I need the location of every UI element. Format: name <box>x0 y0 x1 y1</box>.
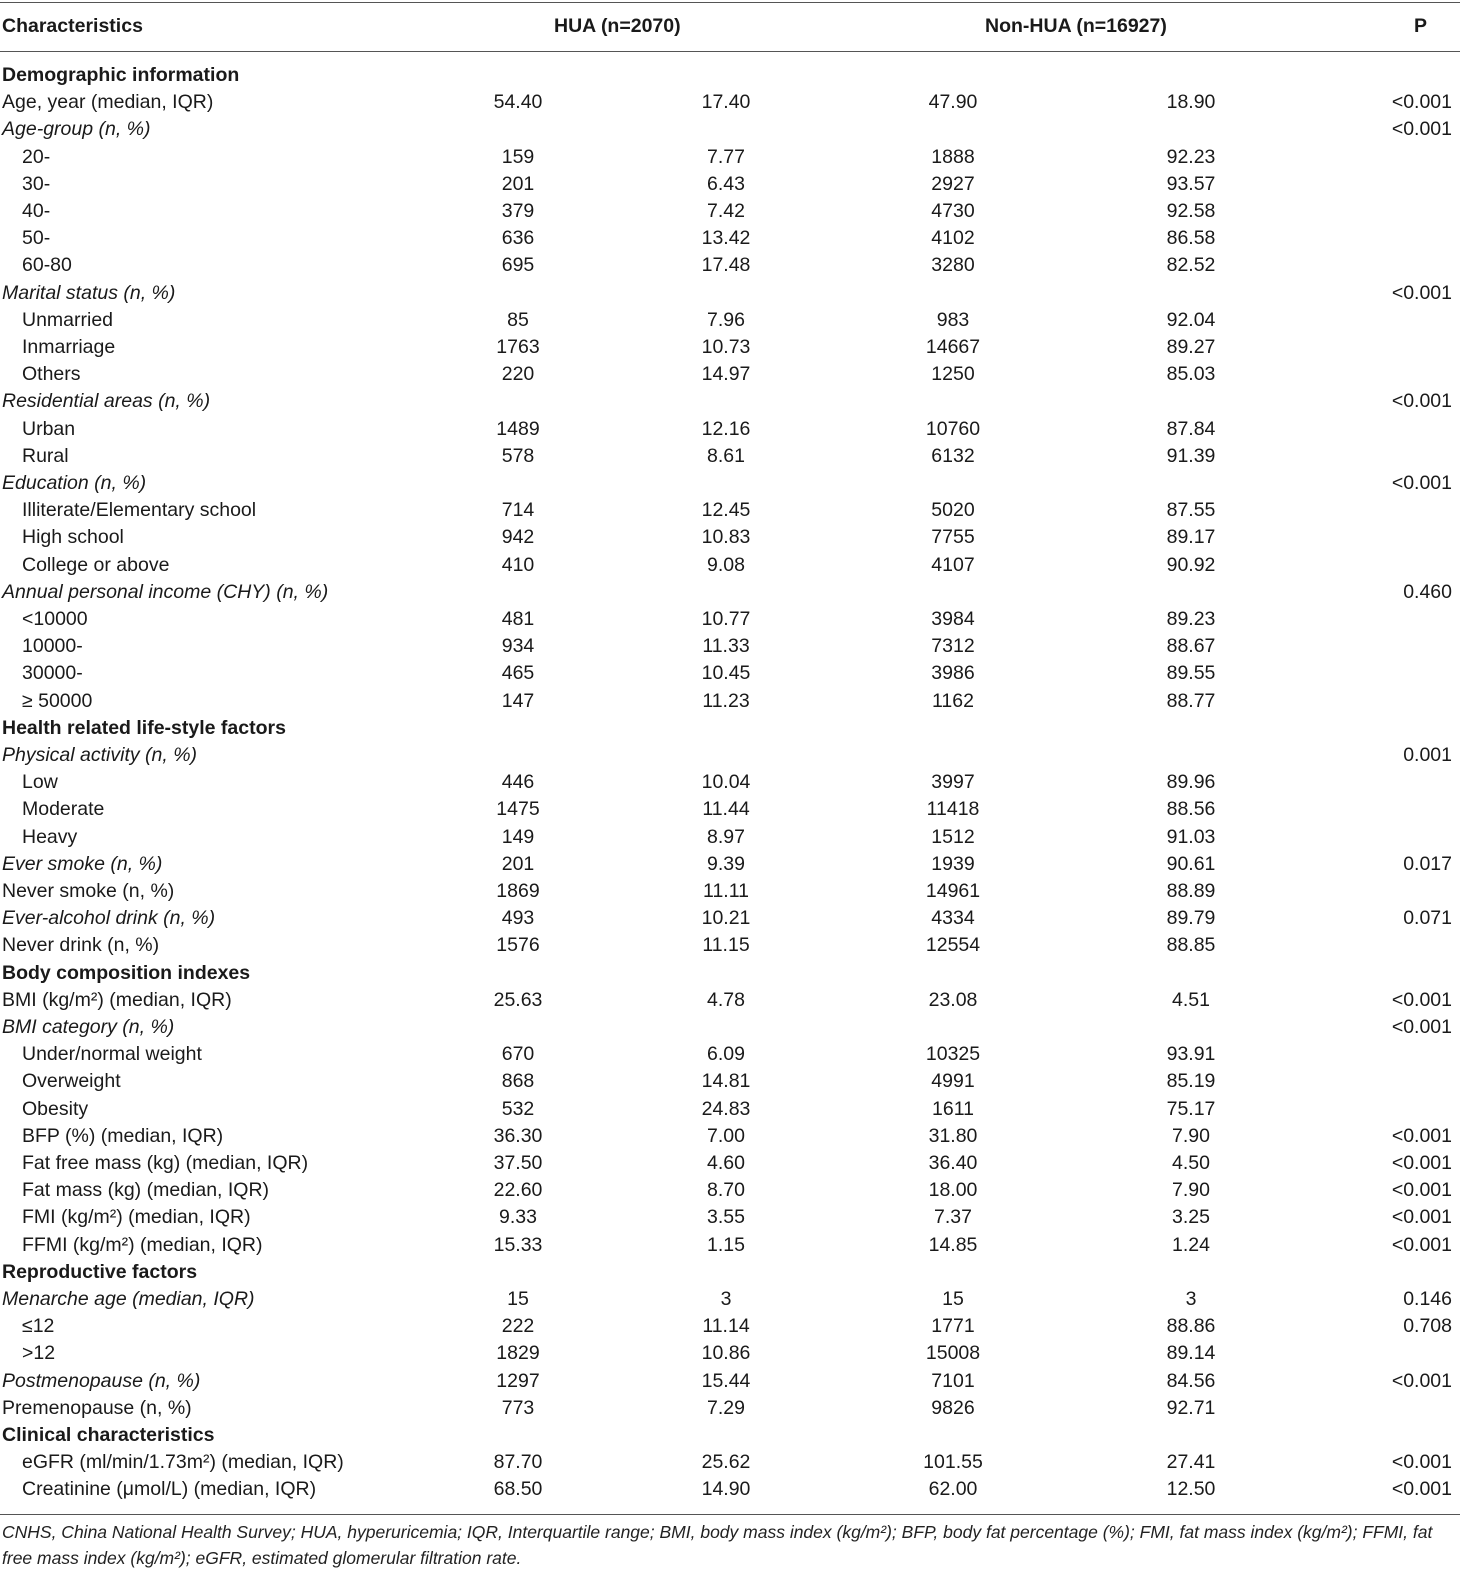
cell-hua-pct: 24.83 <box>701 1097 751 1120</box>
cell-nonhua-pct: 87.84 <box>1166 417 1216 440</box>
cell-nonhua-n: 14.85 <box>928 1233 978 1256</box>
cell-hua-n: 201 <box>501 172 535 195</box>
cell-hua-pct: 4.60 <box>707 1152 745 1174</box>
table-row <box>0 769 1460 796</box>
cell-nonhua-n: 9826 <box>931 1396 975 1419</box>
table-row <box>0 606 1460 633</box>
cell-hua-n: 493 <box>501 907 535 930</box>
cell-nonhua-pct: 89.27 <box>1166 336 1216 358</box>
table-row <box>0 1041 1460 1068</box>
row-label: Overweight <box>22 1070 121 1093</box>
row-label: Menarche age (median, IQR) <box>2 1288 255 1310</box>
cell-nonhua-pct: 92.04 <box>1166 308 1216 331</box>
cell-hua-n: 1869 <box>496 880 540 902</box>
cell-hua-pct: 14.90 <box>701 1478 751 1501</box>
cell-nonhua-pct: 89.96 <box>1166 771 1216 794</box>
cell-nonhua-n: 3986 <box>931 662 975 685</box>
header-nonhua: Non-HUA (n=16927) <box>985 15 1167 37</box>
row-label: Body composition indexes <box>2 961 251 984</box>
cell-hua-pct: 9.39 <box>707 852 745 875</box>
cell-hua-n: 379 <box>501 200 535 222</box>
cell-hua-pct: 8.97 <box>707 825 745 848</box>
cell-hua-pct: 11.14 <box>702 1315 750 1338</box>
cell-nonhua-n: 4102 <box>931 227 975 250</box>
cell-nonhua-pct: 88.77 <box>1166 689 1216 712</box>
cell-hua-pct: 14.97 <box>701 363 751 386</box>
row-label: 10000- <box>22 635 83 658</box>
row-label: Reproductive factors <box>2 1260 198 1283</box>
cell-nonhua-pct: 18.90 <box>1166 91 1216 114</box>
cell-hua-n: 68.50 <box>493 1478 543 1501</box>
table-row <box>0 824 1460 851</box>
cell-hua-pct: 6.43 <box>707 172 745 195</box>
row-label: Ever smoke (n, %) <box>2 852 163 875</box>
cell-nonhua-pct: 93.91 <box>1166 1043 1216 1066</box>
cell-nonhua-n: 11418 <box>926 798 980 821</box>
row-label: Heavy <box>22 825 78 848</box>
row-label: ≥ 50000 <box>22 689 93 712</box>
cell-hua-n: 1576 <box>496 934 540 957</box>
cell-hua-pct: 11.23 <box>702 689 750 712</box>
row-label: Never smoke (n, %) <box>2 880 175 902</box>
table-row <box>0 660 1460 687</box>
cell-hua-pct: 4.78 <box>707 988 745 1011</box>
cell-nonhua-pct: 89.55 <box>1166 662 1216 685</box>
cell-hua-pct: 7.96 <box>707 308 745 331</box>
cell-nonhua-n: 3997 <box>931 771 975 794</box>
row-label: Annual personal income (CHY) (n, %) <box>2 580 329 603</box>
cell-nonhua-n: 12554 <box>925 934 981 957</box>
table-row <box>0 579 1460 606</box>
row-label: 40- <box>22 200 51 222</box>
cell-nonhua-pct: 89.17 <box>1166 526 1216 549</box>
row-label: Residential areas (n, %) <box>2 390 211 413</box>
cell-nonhua-n: 4991 <box>931 1070 975 1093</box>
cell-nonhua-n: 1611 <box>932 1097 974 1120</box>
row-label: Physical activity (n, %) <box>2 744 198 766</box>
cell-hua-n: 201 <box>501 852 535 875</box>
table-row <box>0 1232 1460 1259</box>
cell-nonhua-pct: 86.58 <box>1166 227 1216 250</box>
cell-p-value: <0.001 <box>1391 1478 1452 1501</box>
row-label: FMI (kg/m²) (median, IQR) <box>22 1206 251 1229</box>
cell-p-value: 0.460 <box>1403 580 1452 603</box>
row-label: Age, year (median, IQR) <box>2 91 214 114</box>
cell-nonhua-pct: 92.71 <box>1166 1396 1216 1419</box>
row-label: <10000 <box>22 608 88 630</box>
cell-nonhua-pct: 88.89 <box>1166 880 1216 902</box>
header-rule <box>0 51 1460 52</box>
cell-nonhua-pct: 4.50 <box>1172 1152 1210 1174</box>
cell-nonhua-n: 18.00 <box>928 1179 978 1202</box>
cell-nonhua-pct: 27.41 <box>1166 1451 1216 1474</box>
cell-hua-n: 149 <box>501 825 535 848</box>
cell-hua-pct: 13.42 <box>701 227 751 250</box>
cell-hua-n: 446 <box>501 771 535 794</box>
cell-nonhua-n: 1512 <box>931 825 975 848</box>
row-label: Fat mass (kg) (median, IQR) <box>22 1179 270 1202</box>
cell-p-value: 0.071 <box>1403 907 1452 930</box>
row-label: BMI category (n, %) <box>2 1016 175 1038</box>
row-label: Premenopause (n, %) <box>2 1396 192 1419</box>
cell-p-value: <0.001 <box>1391 1152 1452 1174</box>
row-label: Illiterate/Elementary school <box>22 499 257 522</box>
cell-hua-n: 481 <box>501 608 535 630</box>
row-label: 50- <box>22 227 51 250</box>
cell-p-value: <0.001 <box>1391 91 1452 114</box>
table-row <box>0 1096 1460 1123</box>
cell-p-value: 0.146 <box>1403 1288 1452 1310</box>
table-row <box>0 280 1460 307</box>
cell-nonhua-pct: 89.23 <box>1166 608 1216 630</box>
table-row <box>0 1014 1460 1041</box>
row-label: Obesity <box>22 1097 89 1120</box>
cell-nonhua-pct: 7.90 <box>1172 1179 1210 1202</box>
cell-nonhua-pct: 7.90 <box>1172 1124 1210 1147</box>
table-row <box>0 905 1460 932</box>
cell-p-value: 0.001 <box>1403 744 1452 766</box>
cell-nonhua-n: 1162 <box>932 689 974 712</box>
table-row <box>0 1313 1460 1340</box>
cell-nonhua-pct: 91.39 <box>1166 444 1216 467</box>
table-row <box>0 987 1460 1014</box>
cell-hua-n: 22.60 <box>493 1179 543 1202</box>
header-characteristics: Characteristics <box>2 15 143 37</box>
cell-nonhua-pct: 82.52 <box>1166 254 1216 277</box>
cell-nonhua-pct: 91.03 <box>1166 825 1216 848</box>
table-row <box>0 1340 1460 1367</box>
cell-nonhua-n: 14961 <box>925 880 981 902</box>
cell-hua-n: 15 <box>507 1288 529 1310</box>
cell-nonhua-n: 983 <box>936 308 970 331</box>
table-row <box>0 1449 1460 1476</box>
table-row <box>0 443 1460 470</box>
cell-nonhua-n: 7101 <box>931 1369 975 1392</box>
cell-hua-pct: 12.45 <box>701 499 751 522</box>
table-row <box>0 361 1460 388</box>
cell-hua-n: 1475 <box>496 798 540 821</box>
table-row <box>0 688 1460 715</box>
table-footnote: CNHS, China National Health Survey; HUA, hyperuricemia; IQR, Interquartile range; BMI, body mass index (kg/m²); BFP, body fat percentage (%); FMI, fat mass index (kg/m²); FFMI, fat free mass index (kg/m²); eGFR, estimated glomerular filtration rate. <box>2 1522 1433 1568</box>
row-label: Fat free mass (kg) (median, IQR) <box>22 1152 309 1174</box>
cell-hua-n: 578 <box>501 444 535 467</box>
cell-p-value: <0.001 <box>1391 472 1452 494</box>
table-row <box>0 252 1460 279</box>
cell-nonhua-n: 6132 <box>931 444 975 467</box>
table-row <box>0 171 1460 198</box>
row-label: BMI (kg/m²) (median, IQR) <box>2 988 232 1011</box>
cell-p-value: <0.001 <box>1391 1206 1452 1229</box>
cell-hua-pct: 8.70 <box>707 1179 745 1202</box>
cell-nonhua-n: 5020 <box>931 499 975 522</box>
cell-hua-pct: 17.40 <box>701 91 751 114</box>
cell-nonhua-n: 14667 <box>925 336 981 358</box>
table-row <box>0 497 1460 524</box>
table-row <box>0 1395 1460 1422</box>
cell-hua-n: 670 <box>501 1043 535 1066</box>
cell-hua-n: 25.63 <box>493 988 543 1011</box>
cell-hua-n: 37.50 <box>493 1152 543 1174</box>
cell-nonhua-pct: 88.85 <box>1166 934 1216 957</box>
cell-p-value: 0.017 <box>1403 852 1452 875</box>
table-row <box>0 878 1460 905</box>
row-label: >12 <box>22 1342 56 1365</box>
cell-hua-n: 1829 <box>496 1342 540 1365</box>
section-header-row <box>0 1422 1460 1449</box>
row-label: Low <box>22 771 58 794</box>
row-label: eGFR (ml/min/1.73m²) (median, IQR) <box>22 1451 344 1474</box>
row-label: Age-group (n, %) <box>2 118 151 141</box>
cell-p-value: <0.001 <box>1391 988 1452 1011</box>
cell-nonhua-pct: 87.55 <box>1166 499 1216 522</box>
cell-hua-pct: 7.42 <box>707 200 745 222</box>
cell-nonhua-pct: 88.67 <box>1166 635 1216 658</box>
row-label: 20- <box>22 145 51 168</box>
cell-p-value: <0.001 <box>1391 1233 1452 1256</box>
cell-nonhua-n: 7.37 <box>934 1206 972 1229</box>
table-row <box>0 307 1460 334</box>
cell-nonhua-n: 7312 <box>931 635 975 658</box>
table-row <box>0 1476 1460 1503</box>
cell-nonhua-pct: 92.23 <box>1166 145 1216 168</box>
cell-nonhua-pct: 3.25 <box>1172 1206 1210 1229</box>
cell-hua-n: 15.33 <box>493 1233 543 1256</box>
cell-hua-pct: 10.86 <box>701 1342 751 1365</box>
cell-nonhua-n: 1888 <box>931 145 975 168</box>
row-label: Postmenopause (n, %) <box>2 1369 201 1392</box>
table-row <box>0 851 1460 878</box>
row-label: Ever-alcohol drink (n, %) <box>2 907 216 930</box>
table-row <box>0 1286 1460 1313</box>
cell-nonhua-n: 1250 <box>931 363 975 386</box>
table-row <box>0 89 1460 116</box>
cell-nonhua-pct: 85.19 <box>1166 1070 1216 1093</box>
row-label: Under/normal weight <box>22 1043 202 1066</box>
cell-hua-pct: 10.77 <box>701 608 751 630</box>
cell-hua-n: 410 <box>501 553 535 576</box>
cell-p-value: <0.001 <box>1391 1369 1452 1392</box>
header-hua: HUA (n=2070) <box>554 15 681 37</box>
cell-hua-n: 1763 <box>496 336 540 358</box>
cell-nonhua-n: 4107 <box>931 553 975 576</box>
cell-hua-pct: 9.08 <box>707 553 745 576</box>
cell-hua-pct: 25.62 <box>701 1451 751 1474</box>
cell-hua-pct: 10.45 <box>701 662 751 685</box>
table-row <box>0 1068 1460 1095</box>
cell-nonhua-pct: 84.56 <box>1166 1369 1216 1392</box>
row-label: Inmarriage <box>22 336 116 358</box>
cell-hua-n: 87.70 <box>493 1451 543 1474</box>
cell-nonhua-n: 31.80 <box>928 1124 978 1147</box>
cell-nonhua-pct: 85.03 <box>1166 363 1216 386</box>
cell-nonhua-n: 3984 <box>931 608 975 630</box>
cell-nonhua-pct: 90.92 <box>1166 553 1216 576</box>
table-row <box>0 334 1460 361</box>
row-label: Clinical characteristics <box>2 1424 215 1446</box>
row-label: College or above <box>22 553 170 576</box>
cell-nonhua-pct: 4.51 <box>1172 988 1210 1011</box>
row-label: Marital status (n, %) <box>2 281 176 304</box>
table-row <box>0 388 1460 415</box>
cell-nonhua-n: 4334 <box>931 907 975 930</box>
cell-nonhua-n: 4730 <box>931 200 975 222</box>
row-label: Never drink (n, %) <box>2 934 160 957</box>
cell-nonhua-pct: 93.57 <box>1166 172 1216 195</box>
cell-nonhua-n: 10325 <box>925 1043 981 1066</box>
cell-p-value: <0.001 <box>1391 1451 1452 1474</box>
cell-hua-pct: 10.21 <box>701 907 751 930</box>
section-header-row <box>0 62 1460 89</box>
cell-hua-pct: 11.33 <box>702 635 750 658</box>
row-label: Unmarried <box>22 308 114 331</box>
cell-hua-n: 942 <box>501 526 535 549</box>
table-row <box>0 225 1460 252</box>
cell-hua-pct: 3 <box>720 1288 732 1310</box>
cell-hua-pct: 7.29 <box>707 1396 745 1419</box>
table-row <box>0 633 1460 660</box>
row-label: Moderate <box>22 798 105 821</box>
header-p: P <box>1414 15 1428 37</box>
cell-hua-pct: 11.15 <box>702 934 750 957</box>
row-label: Creatinine (μmol/L) (median, IQR) <box>22 1478 317 1501</box>
table-row <box>0 1150 1460 1177</box>
table-row <box>0 144 1460 171</box>
cell-p-value: <0.001 <box>1391 1124 1452 1147</box>
cell-nonhua-pct: 88.86 <box>1166 1315 1216 1338</box>
cell-nonhua-pct: 12.50 <box>1166 1478 1216 1501</box>
cell-hua-pct: 10.83 <box>701 526 751 549</box>
cell-nonhua-pct: 89.14 <box>1166 1342 1216 1365</box>
cell-hua-n: 532 <box>501 1097 535 1120</box>
cell-nonhua-pct: 1.24 <box>1172 1233 1210 1256</box>
cell-hua-n: 1489 <box>496 417 540 440</box>
cell-nonhua-pct: 89.79 <box>1166 907 1216 930</box>
cell-nonhua-pct: 90.61 <box>1166 852 1216 875</box>
table-row <box>0 116 1460 143</box>
row-label: BFP (%) (median, IQR) <box>22 1124 224 1147</box>
cell-nonhua-n: 36.40 <box>928 1152 978 1174</box>
table-row <box>0 524 1460 551</box>
cell-nonhua-n: 15 <box>942 1288 964 1310</box>
cell-hua-pct: 15.44 <box>701 1369 751 1392</box>
table-row <box>0 932 1460 959</box>
cell-nonhua-n: 1939 <box>931 852 975 875</box>
table-row <box>0 1204 1460 1231</box>
cell-nonhua-n: 2927 <box>931 172 975 195</box>
section-header-row <box>0 960 1460 987</box>
cell-hua-n: 9.33 <box>499 1206 537 1229</box>
cell-nonhua-n: 101.55 <box>923 1451 983 1474</box>
cell-hua-n: 868 <box>501 1070 535 1093</box>
cell-nonhua-n: 47.90 <box>928 91 978 114</box>
row-label: Demographic information <box>2 64 240 86</box>
cell-hua-n: 1297 <box>496 1369 540 1392</box>
cell-nonhua-n: 10760 <box>925 417 981 440</box>
cell-p-value: <0.001 <box>1391 1016 1452 1038</box>
row-label: ≤12 <box>22 1315 55 1338</box>
cell-hua-n: 147 <box>501 689 535 712</box>
row-label: Others <box>22 363 81 386</box>
cell-hua-pct: 1.15 <box>707 1233 745 1256</box>
cell-hua-n: 222 <box>501 1315 535 1338</box>
cell-hua-n: 695 <box>501 254 535 277</box>
row-label: High school <box>22 526 124 549</box>
row-label: 60-80 <box>22 254 72 277</box>
cell-hua-n: 934 <box>501 635 535 658</box>
cell-hua-n: 714 <box>501 499 535 522</box>
table-row <box>0 796 1460 823</box>
cell-hua-pct: 6.09 <box>707 1043 745 1066</box>
cell-nonhua-n: 15008 <box>925 1342 981 1365</box>
cell-nonhua-pct: 92.58 <box>1166 200 1216 222</box>
cell-hua-pct: 3.55 <box>707 1206 745 1229</box>
cell-nonhua-n: 3280 <box>931 254 975 277</box>
table-row <box>0 1368 1460 1395</box>
row-label: Health related life-style factors <box>2 716 286 739</box>
cell-hua-pct: 14.81 <box>701 1070 751 1093</box>
cell-hua-pct: 7.00 <box>707 1124 745 1147</box>
cell-p-value: <0.001 <box>1391 281 1452 304</box>
cell-hua-pct: 10.73 <box>701 336 751 358</box>
cell-nonhua-n: 62.00 <box>928 1478 978 1501</box>
cell-nonhua-n: 1771 <box>931 1315 975 1338</box>
cell-hua-n: 85 <box>507 308 529 331</box>
cell-hua-pct: 17.48 <box>701 254 751 277</box>
cell-p-value: <0.001 <box>1391 1179 1452 1202</box>
cell-hua-n: 465 <box>501 662 535 685</box>
cell-hua-n: 773 <box>501 1396 535 1419</box>
cell-hua-n: 159 <box>501 145 535 168</box>
table-row <box>0 1177 1460 1204</box>
cell-p-value: <0.001 <box>1391 118 1452 141</box>
top-rule <box>0 2 1460 3</box>
cell-nonhua-n: 7755 <box>931 526 975 549</box>
cell-hua-pct: 10.04 <box>701 771 751 794</box>
row-label: Education (n, %) <box>2 472 147 494</box>
row-label: Urban <box>22 417 76 440</box>
cell-p-value: 0.708 <box>1403 1315 1452 1338</box>
row-label: 30- <box>22 172 51 195</box>
row-label: Rural <box>22 444 69 467</box>
row-label: FFMI (kg/m²) (median, IQR) <box>22 1233 263 1256</box>
cell-hua-n: 636 <box>501 227 535 250</box>
cell-nonhua-pct: 75.17 <box>1166 1097 1216 1120</box>
cell-hua-pct: 8.61 <box>707 444 745 467</box>
section-header-row <box>0 715 1460 742</box>
table-row <box>0 1123 1460 1150</box>
cell-hua-pct: 11.11 <box>703 880 749 902</box>
cell-hua-pct: 7.77 <box>707 145 745 168</box>
table-row <box>0 552 1460 579</box>
cell-hua-n: 36.30 <box>493 1124 543 1147</box>
section-header-row <box>0 1259 1460 1286</box>
row-label: 30000- <box>22 662 83 685</box>
cell-p-value: <0.001 <box>1391 390 1452 413</box>
table-row <box>0 416 1460 443</box>
cell-nonhua-n: 23.08 <box>928 988 978 1011</box>
bottom-rule <box>0 1514 1460 1515</box>
cell-nonhua-pct: 3 <box>1185 1288 1197 1310</box>
cell-hua-n: 220 <box>501 363 535 386</box>
cell-hua-n: 54.40 <box>493 91 543 114</box>
cell-nonhua-pct: 88.56 <box>1166 798 1216 821</box>
cell-hua-pct: 12.16 <box>701 417 751 440</box>
table-row <box>0 742 1460 769</box>
table-row <box>0 470 1460 497</box>
cell-hua-pct: 11.44 <box>702 798 750 821</box>
table-row <box>0 198 1460 225</box>
